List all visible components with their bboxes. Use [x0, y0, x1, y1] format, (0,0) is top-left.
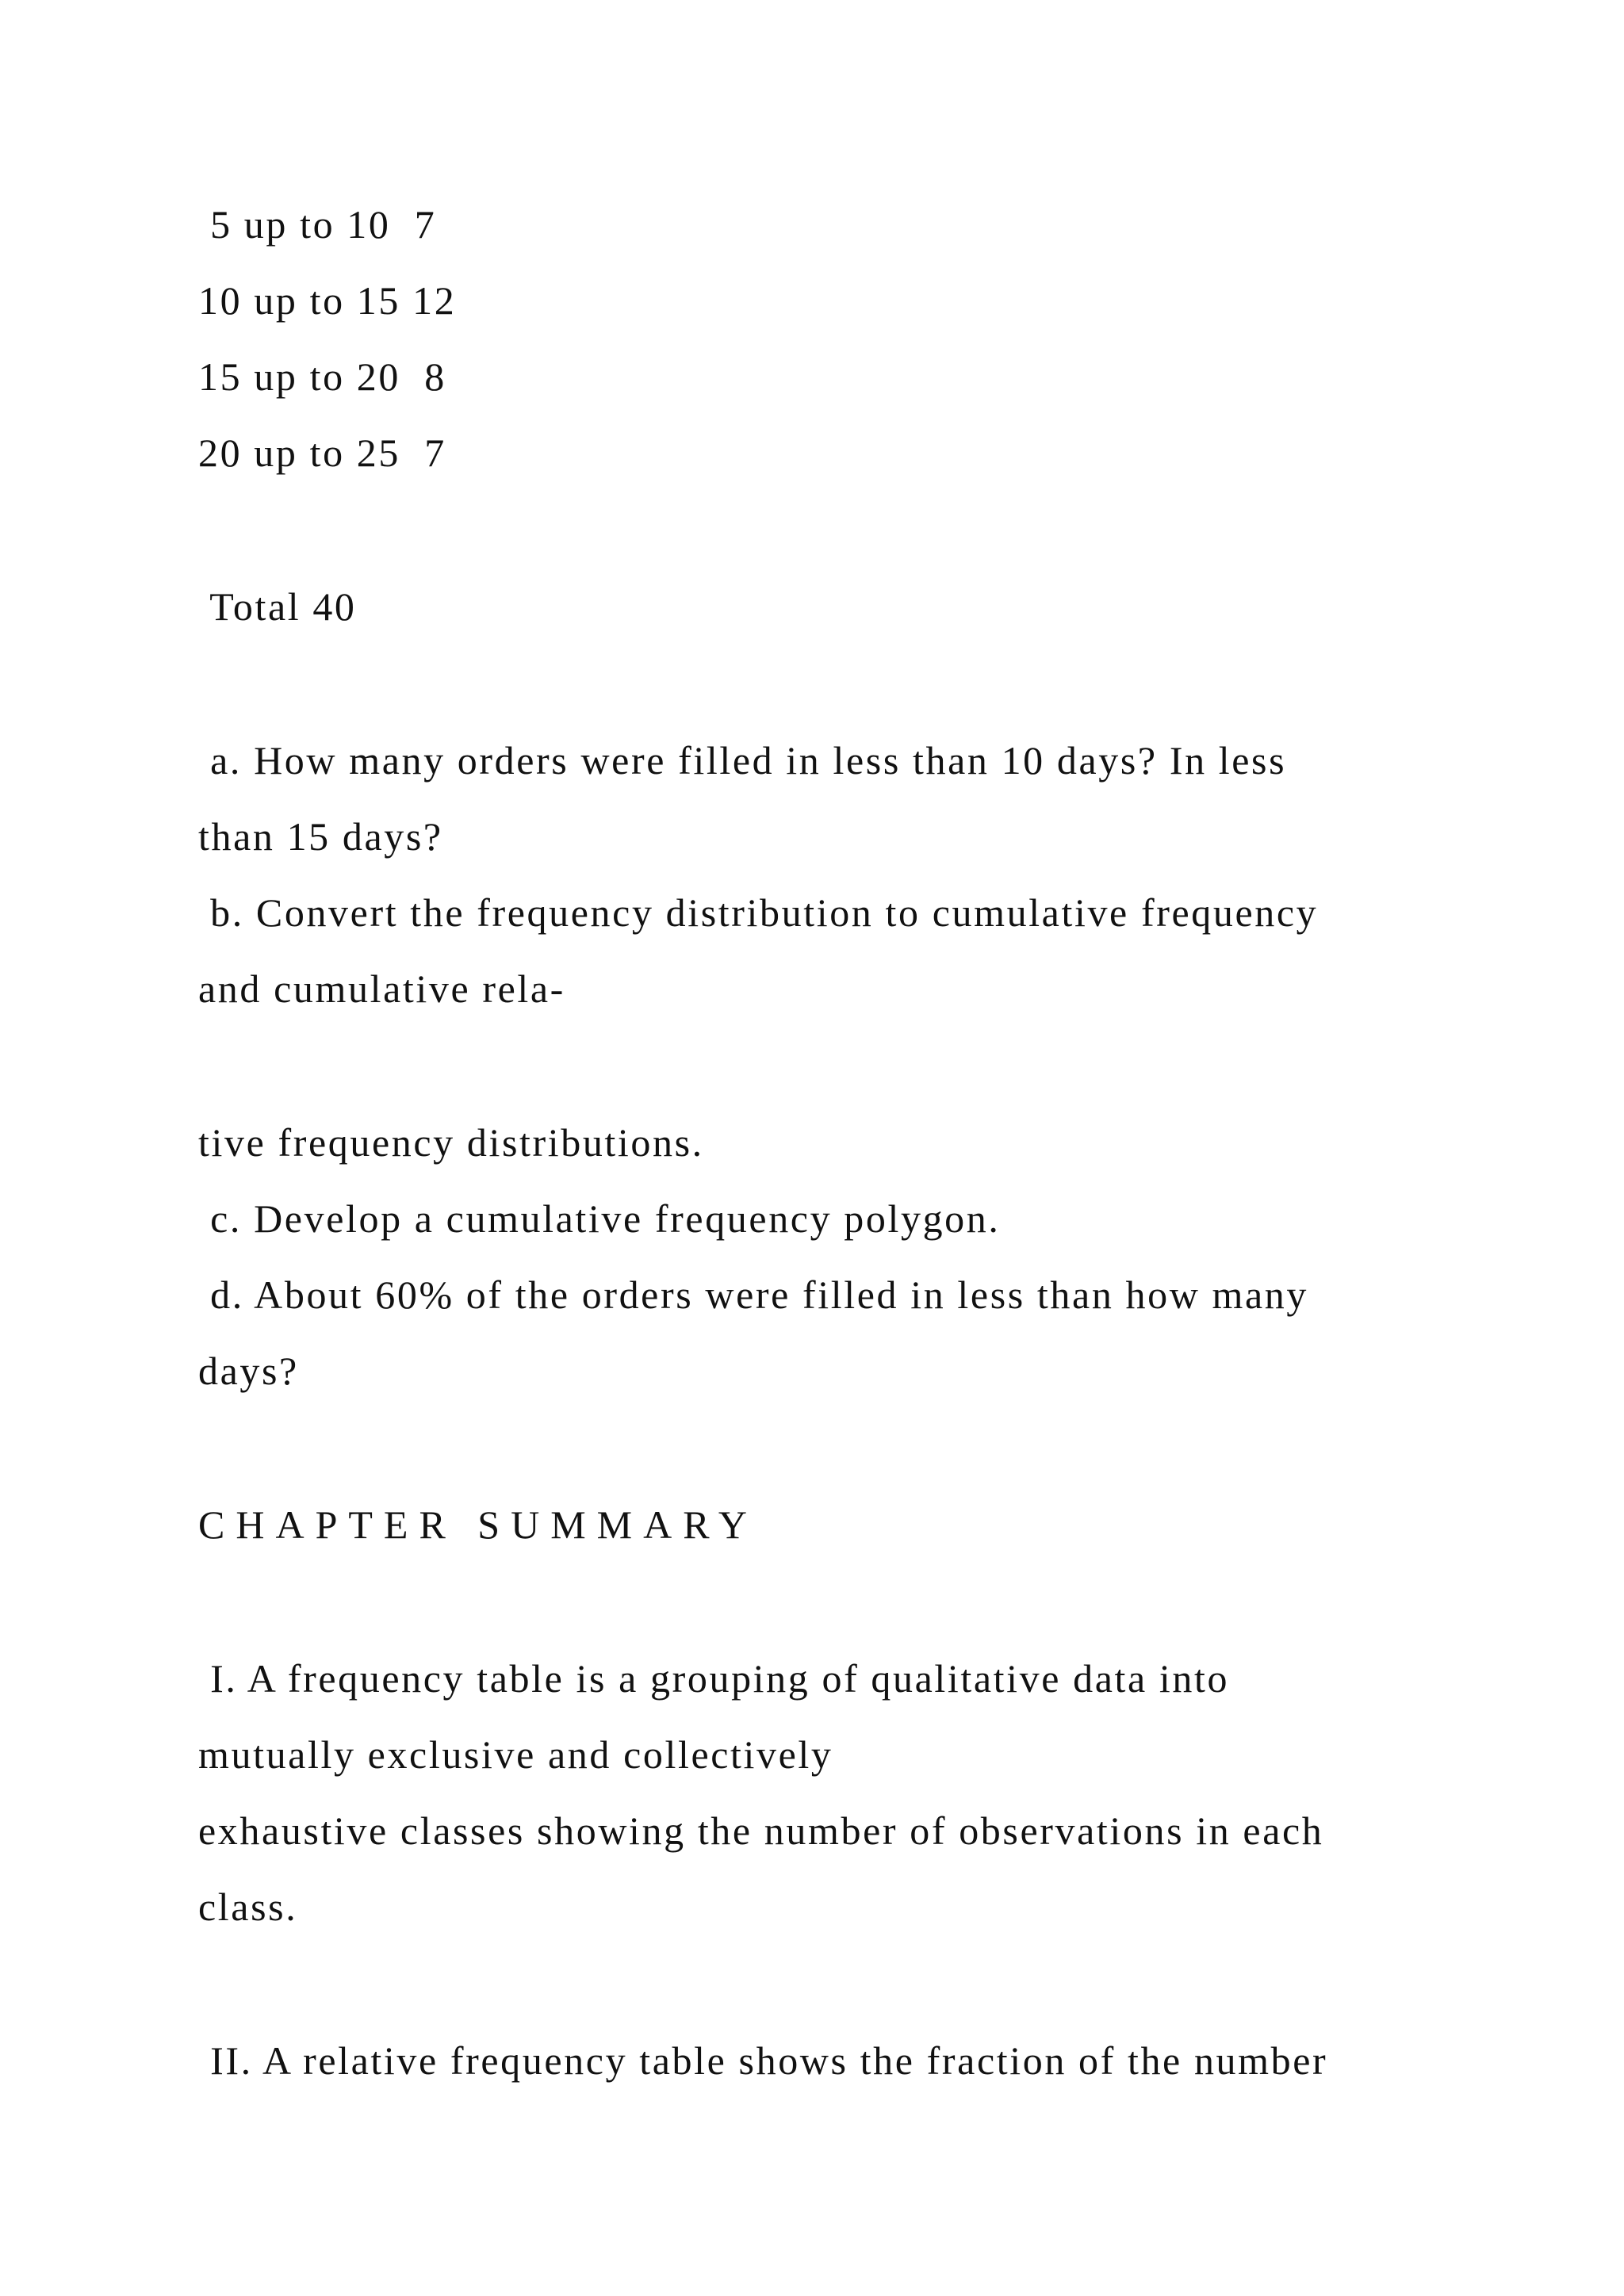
summary-line: I. A frequency table is a grouping of qualitative data into	[198, 1656, 1230, 1701]
question-line: b. Convert the frequency distribution to cumulative frequency	[198, 890, 1319, 935]
question-line: than 15 days?	[198, 814, 443, 859]
summary-line: class.	[198, 1885, 298, 1929]
table-total: Total 40	[198, 584, 357, 629]
question-line: c. Develop a cumulative frequency polygon.	[198, 1196, 1001, 1241]
question-line: days?	[198, 1349, 299, 1393]
table-row: 5 up to 10 7	[198, 202, 437, 247]
table-row: 15 up to 20 8	[198, 354, 446, 399]
table-row: 10 up to 15 12	[198, 278, 457, 323]
question-line: tive frequency distributions.	[198, 1120, 704, 1165]
summary-line: mutually exclusive and collectively	[198, 1732, 833, 1777]
question-line: d. About 60% of the orders were filled in less than how many	[198, 1272, 1309, 1317]
question-line: and cumulative rela-	[198, 966, 565, 1011]
table-row: 20 up to 25 7	[198, 430, 446, 475]
question-line: a. How many orders were filled in less than 10 days? In less	[198, 738, 1287, 783]
summary-line: exhaustive classes showing the number of observations in each	[198, 1808, 1324, 1853]
summary-line: II. A relative frequency table shows the fraction of the number	[198, 2038, 1328, 2083]
section-heading: CHAPTER SUMMARY	[198, 1502, 758, 1547]
